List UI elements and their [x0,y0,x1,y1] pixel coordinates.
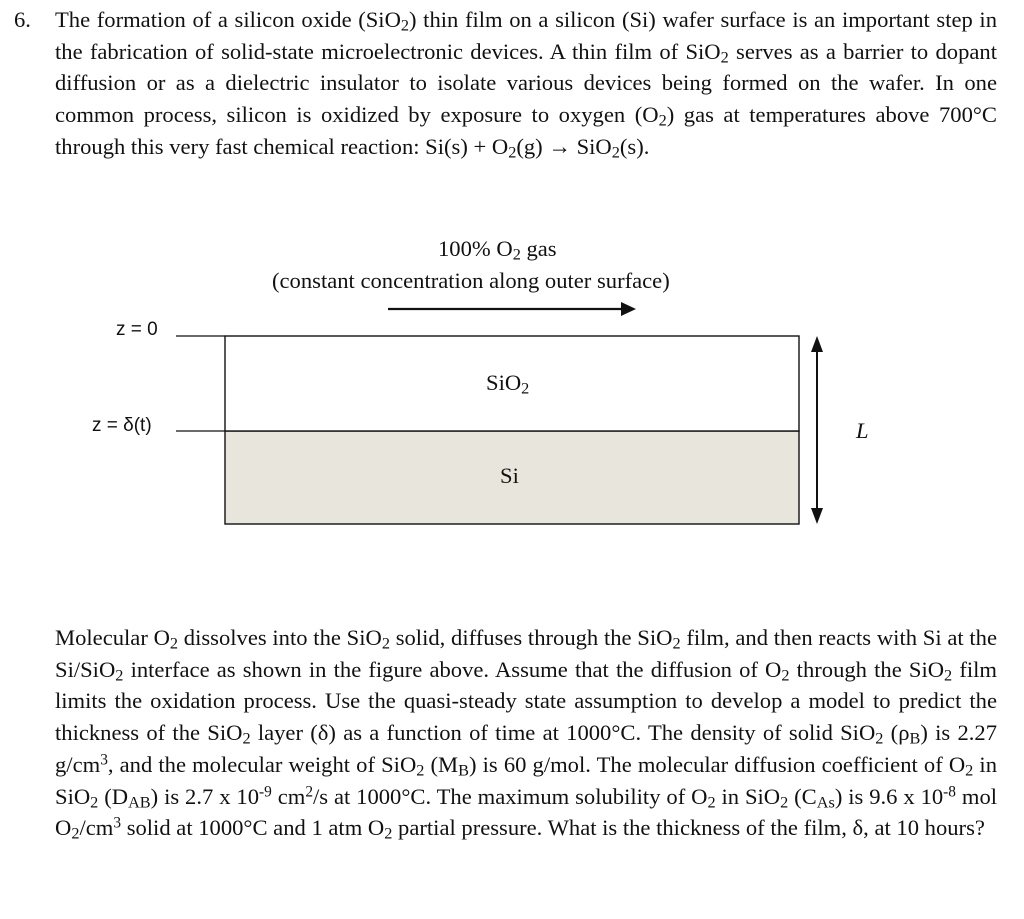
body-text: (C [788,783,817,809]
subscript: AB [128,793,151,812]
flow-arrowhead-icon [621,302,636,316]
zdelta-label: z = δ(t) [92,415,152,436]
subscript: 2 [720,48,729,67]
gas-label-text: 100% O [438,236,513,261]
subscript: 2 [944,666,953,685]
body-text: film limits the oxidation process. Use the quasi-steady state assumption to develop a model to predict the thickness of the SiO [55,656,997,746]
subscript: 2 [508,143,517,162]
intro-text: (s). [619,133,650,159]
body-text: interface as shown in the figure above. Assume that the diffusion of O [123,656,782,682]
silicon-label: Si [500,463,519,488]
subscript: 2 [512,245,521,264]
body-text: in SiO [55,751,997,809]
gas-label-text: gas [520,236,557,261]
body-text: mol O [55,783,998,841]
subscript: 2 [90,793,99,812]
subscript: 2 [115,666,124,685]
body-text: Molecular O [55,625,170,650]
subscript: 2 [416,761,425,780]
subscript: 2 [381,634,390,653]
subscript: 2 [780,793,789,812]
intro-text: ) gas at temperatures above 700°C through this very fast chemical reaction: Si(s) + O [55,102,997,159]
oxide-label [486,370,529,396]
body-text: dissolves into the SiO [178,625,382,650]
intro-text: ) thin film on a silicon (Si) wafer surface is an important step in the fabrication of solid-state microelectronic devices. A thin film of SiO [55,7,997,64]
oxide-label-text: SiO [486,370,522,395]
subscript: 2 [672,634,681,653]
body-text: (ρ [883,720,910,746]
superscript: 3 [100,751,108,769]
subscript: 2 [384,824,393,843]
intro-text: The formation of a silicon oxide (SiO [55,7,401,32]
subscript: B [909,729,921,748]
body-text: ) is 2.27 g/cm [55,720,997,777]
subscript: 2 [242,729,251,748]
subscript: 2 [707,793,716,812]
superscript: -8 [943,782,956,800]
body-text: ) is 2.7 x 10 [150,783,259,809]
subscript: B [458,761,469,780]
subscript: 2 [521,379,530,398]
subscript: As [816,793,835,812]
body-text: in SiO [715,783,781,809]
subscript: 2 [169,634,179,653]
superscript: 2 [305,782,313,800]
subscript: 2 [658,111,667,130]
body-text: ) is 60 g/mol. The molecular diffusion coefficient of O [469,751,966,777]
question-number: 6. [14,7,31,32]
length-arrow-up-icon [811,336,823,352]
body-text: film, and then reacts with Si at the Si/SiO [55,625,998,682]
problem-body [55,622,997,844]
body-text: (M [424,751,459,777]
body-text: layer (δ) as a function of time at 1000°C. The density of solid SiO [250,720,876,746]
length-arrow-down-icon [811,508,823,524]
length-label: L [856,418,869,443]
body-text: cm [271,783,306,809]
subscript: 2 [611,143,620,162]
body-text: partial pressure. What is the thickness of the film, δ, at 10 hours? [392,815,985,841]
body-text: /s at 1000°C. The maximum solubility of O [313,783,708,809]
superscript: 3 [113,814,122,832]
superscript: -9 [259,782,272,800]
subscript: 2 [400,16,410,35]
gas-note: (constant concentration along outer surface) [272,268,670,293]
z0-label: z = 0 [116,319,158,340]
gas-label [438,236,557,262]
subscript: 2 [781,666,790,685]
body-text: /cm [79,815,114,841]
body-text: solid at 1000°C and 1 atm O [121,815,385,841]
subscript: 2 [71,824,80,843]
body-text: through the SiO [789,656,945,682]
subscript: 2 [875,729,884,748]
subscript: 2 [965,761,974,780]
body-text: , and the molecular weight of SiO [107,751,417,777]
body-text: (D [98,783,129,809]
body-text: solid, diffuses through the SiO [389,625,673,650]
intro-text: (g) → SiO [516,133,612,159]
body-text: ) is 9.6 x 10 [834,783,944,809]
intro-text: serves as a barrier to dopant diffusion or as a dielectric insulator to isolate various devices being formed on the wafer. In one common process, silicon is oxidized by exposure to oxygen (O [55,38,997,128]
